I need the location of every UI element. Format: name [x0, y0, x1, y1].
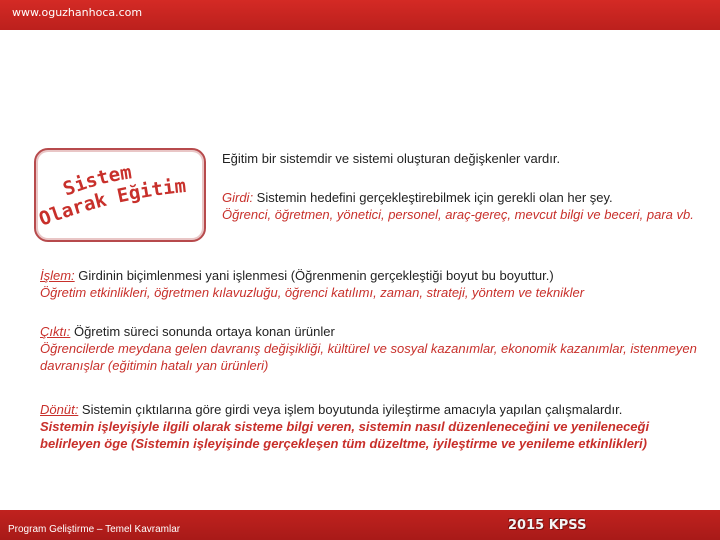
cikti-examples: Öğrencilerde meydana gelen davranış değişikliği, kültürel ve sosyal kazanımlar, ekonomik kazanımlar, istenmeyen davranışlar (eğitimin hatalı yan ürünleri): [40, 341, 697, 373]
title-line-2: Olarak Eğitim: [36, 174, 188, 231]
girdi-section: [222, 189, 702, 223]
title-curved-text: [36, 150, 204, 240]
donut-section: [40, 401, 705, 452]
islem-label: İşlem:: [40, 268, 75, 283]
site-url[interactable]: www.oguzhanhoca.com: [12, 6, 143, 19]
cikti-text: Öğretim süreci sonunda ortaya konan ürünler: [70, 324, 335, 339]
footer-badge: 2015 KPSS: [508, 518, 587, 533]
girdi-label: Girdi:: [222, 190, 254, 205]
title-box: [34, 148, 206, 242]
intro-text: Eğitim bir sistemdir ve sistemi oluşturan değişkenler vardır.: [222, 151, 561, 166]
girdi-text: Sistemin hedefini gerçekleştirebilmek için gerekli olan her şey.: [253, 190, 613, 205]
donut-text: Sistemin çıktılarına göre girdi veya işlem boyutunda iyileştirme amacıyla yapılan çalışmalardır.: [78, 402, 623, 417]
donut-label: Dönüt:: [40, 402, 79, 417]
islem-text: Girdinin biçimlenmesi yani işlenmesi (Öğrenmenin gerçekleştiği boyut bu boyuttur.): [74, 268, 554, 283]
cikti-section: [40, 323, 705, 374]
footer-title: Program Geliştirme – Temel Kavramlar: [8, 524, 181, 535]
islem-section: [40, 267, 700, 301]
islem-examples: Öğretim etkinlikleri, öğretmen kılavuzluğu, öğrenci katılımı, zaman, strateji, yöntem ve teknikler: [40, 285, 585, 300]
title-line-1: Sistem: [60, 161, 134, 201]
girdi-examples: Öğrenci, öğretmen, yönetici, personel, araç-gereç, mevcut bilgi ve beceri, para vb.: [222, 207, 694, 222]
cikti-label: Çıktı:: [40, 324, 71, 339]
donut-examples: Sistemin işleyişiyle ilgili olarak sisteme bilgi veren, sistemin nasıl düzenleneceğini ve yenileneceği belirleyen öge (Sistemin işleyişinde gerçekleşen tüm düzeltme, iyileştirme ve yenileme etkinlikleri): [40, 419, 650, 451]
